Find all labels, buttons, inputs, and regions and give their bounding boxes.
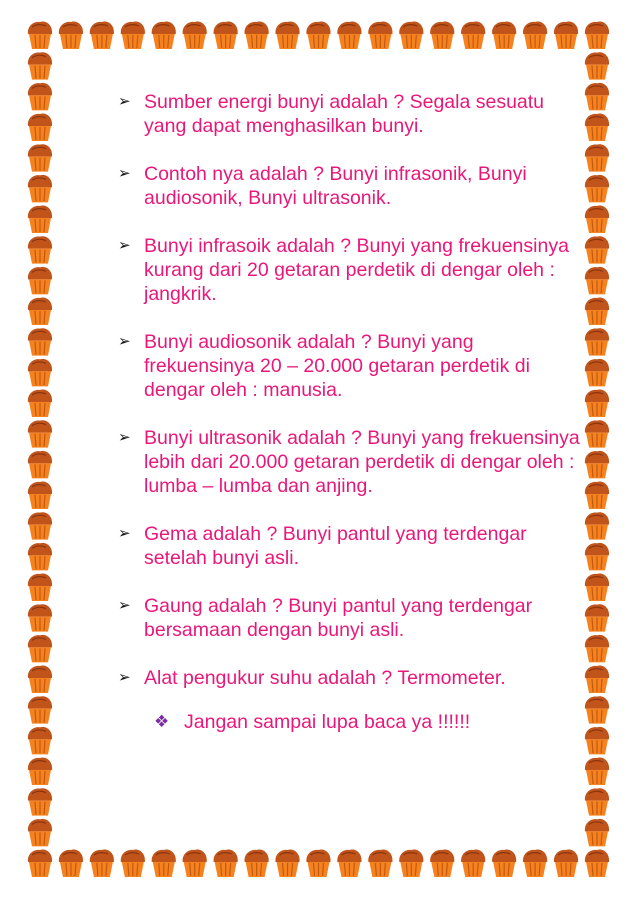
closing-note (154, 710, 588, 734)
muffin-icon (585, 359, 609, 386)
muffin-icon (28, 22, 52, 49)
muffin-icon (585, 758, 609, 785)
list-item-text: Gaung adalah ? Bunyi pantul yang terdengar bersamaan dengan bunyi asli. (144, 595, 533, 641)
muffin-icon (28, 144, 52, 171)
muffin-icon (492, 850, 516, 877)
muffin-icon (28, 604, 52, 631)
list-item (118, 426, 588, 498)
muffin-icon (368, 850, 392, 877)
muffin-icon (214, 850, 238, 877)
muffin-icon (183, 22, 207, 49)
muffin-icon (430, 850, 454, 877)
arrow-bullet-icon: ➢ (118, 669, 131, 686)
muffin-icon (28, 236, 52, 263)
muffin-icon (585, 236, 609, 263)
muffin-icon (306, 850, 330, 877)
muffin-icon (492, 22, 516, 49)
list-item (118, 90, 588, 138)
muffin-icon (28, 390, 52, 417)
muffin-icon (585, 604, 609, 631)
muffin-icon (28, 328, 52, 355)
muffin-icon (28, 696, 52, 723)
muffin-icon (28, 359, 52, 386)
muffin-icon (585, 175, 609, 202)
arrow-bullet-icon: ➢ (118, 93, 131, 110)
muffin-icon (585, 727, 609, 754)
muffin-icon (368, 22, 392, 49)
muffin-icon (28, 850, 52, 877)
list-item (118, 666, 588, 690)
arrow-bullet-icon: ➢ (118, 165, 131, 182)
muffin-icon (28, 788, 52, 815)
muffin-icon (275, 22, 299, 49)
muffin-icon (28, 819, 52, 846)
muffin-icon (28, 298, 52, 325)
muffin-icon (554, 22, 578, 49)
muffin-icon (90, 22, 114, 49)
muffin-icon (183, 850, 207, 877)
muffin-icon (399, 22, 423, 49)
muffin-icon (28, 635, 52, 662)
muffin-icon (337, 850, 361, 877)
muffin-icon (28, 727, 52, 754)
muffin-icon (399, 850, 423, 877)
muffin-icon (337, 22, 361, 49)
content-list (118, 90, 588, 734)
arrow-bullet-icon: ➢ (118, 237, 131, 254)
list-item (118, 330, 588, 402)
muffin-icon (28, 574, 52, 601)
muffin-icon (523, 850, 547, 877)
muffin-icon (585, 819, 609, 846)
muffin-icon (28, 482, 52, 509)
muffin-icon (28, 758, 52, 785)
muffin-icon (245, 22, 269, 49)
muffin-icon (554, 850, 578, 877)
muffin-icon (28, 206, 52, 233)
muffin-icon (28, 52, 52, 79)
muffin-icon (585, 850, 609, 877)
muffin-icon (585, 206, 609, 233)
muffin-icon (28, 83, 52, 110)
muffin-icon (28, 512, 52, 539)
diamond-bullet-icon: ❖ (154, 712, 170, 731)
muffin-icon (585, 512, 609, 539)
list-item-text: Sumber energi bunyi adalah ? Segala sesuatu yang dapat menghasilkan bunyi. (144, 91, 545, 137)
muffin-icon (461, 850, 485, 877)
muffin-icon (585, 144, 609, 171)
muffin-icon (461, 22, 485, 49)
muffin-icon (28, 175, 52, 202)
muffin-icon (152, 850, 176, 877)
muffin-icon (585, 543, 609, 570)
arrow-bullet-icon: ➢ (118, 597, 131, 614)
list-item-text: Bunyi ultrasonik adalah ? Bunyi yang frekuensinya lebih dari 20.000 getaran perdetik di dengar oleh : lumba – lumba dan anjing. (144, 427, 580, 497)
arrow-bullet-icon: ➢ (118, 429, 131, 446)
muffin-icon (585, 420, 609, 447)
muffin-icon (245, 850, 269, 877)
muffin-icon (430, 22, 454, 49)
muffin-icon (585, 267, 609, 294)
muffin-icon (585, 298, 609, 325)
muffin-icon (28, 267, 52, 294)
muffin-icon (121, 850, 145, 877)
muffin-icon (59, 850, 83, 877)
muffin-icon (121, 22, 145, 49)
muffin-icon (585, 666, 609, 693)
muffin-icon (214, 22, 238, 49)
list-item (118, 234, 588, 306)
muffin-icon (585, 22, 609, 49)
muffin-icon (585, 52, 609, 79)
list-item-text: Gema adalah ? Bunyi pantul yang terdengar setelah bunyi asli. (144, 523, 527, 569)
muffin-icon (306, 22, 330, 49)
muffin-icon (523, 22, 547, 49)
muffin-icon (28, 543, 52, 570)
muffin-icon (28, 666, 52, 693)
muffin-icon (585, 788, 609, 815)
muffin-icon (585, 83, 609, 110)
muffin-icon (59, 22, 83, 49)
muffin-icon (275, 850, 299, 877)
muffin-icon (585, 390, 609, 417)
muffin-icon (90, 850, 114, 877)
muffin-icon (28, 114, 52, 141)
list-item (118, 522, 588, 570)
muffin-icon (585, 696, 609, 723)
list-item (118, 594, 588, 642)
muffin-icon (152, 22, 176, 49)
muffin-icon (28, 420, 52, 447)
list-item-text: Alat pengukur suhu adalah ? Termometer. (144, 667, 506, 689)
arrow-bullet-icon: ➢ (118, 333, 131, 350)
arrow-bullet-icon: ➢ (118, 525, 131, 542)
closing-note-text: Jangan sampai lupa baca ya !!!!!! (184, 711, 471, 733)
list-item-text: Contoh nya adalah ? Bunyi infrasonik, Bunyi audiosonik, Bunyi ultrasonik. (144, 163, 527, 209)
list-item-text: Bunyi infrasoik adalah ? Bunyi yang frekuensinya kurang dari 20 getaran perdetik di dengar oleh : jangkrik. (144, 235, 569, 305)
muffin-icon (585, 635, 609, 662)
muffin-icon (585, 574, 609, 601)
list-item-text: Bunyi audiosonik adalah ? Bunyi yang frekuensinya 20 – 20.000 getaran perdetik di dengar oleh : manusia. (144, 331, 530, 401)
muffin-icon (28, 451, 52, 478)
muffin-icon (585, 328, 609, 355)
muffin-icon (585, 451, 609, 478)
muffin-icon (585, 482, 609, 509)
list-item (118, 162, 588, 210)
muffin-icon (585, 114, 609, 141)
